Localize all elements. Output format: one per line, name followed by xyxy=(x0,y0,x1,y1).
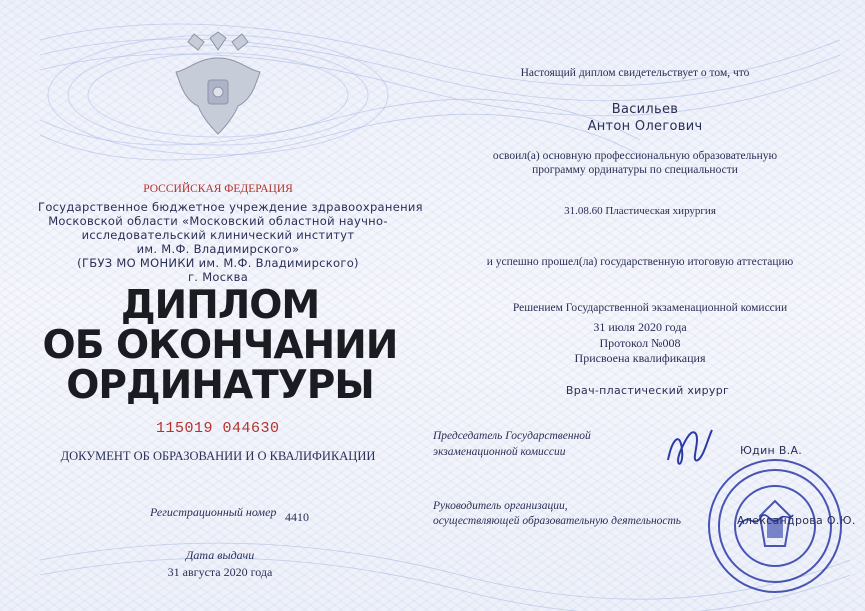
issue-date: 31 августа 2020 года xyxy=(167,565,273,579)
org-line-5: (ГБУЗ МО МОНИКИ им. М.Ф. Владимирского) xyxy=(77,256,359,270)
org-line-3: исследовательский клинический институт xyxy=(81,228,355,242)
country-name: РОССИЙСКАЯ ФЕДЕРАЦИЯ xyxy=(143,183,293,195)
qualification-label: Присвоена квалификация xyxy=(574,351,706,365)
program-line-1: освоил(а) основную профессиональную образовательную xyxy=(492,150,778,162)
qualification: Врач-пластический хирург xyxy=(565,384,730,397)
specialty: 31.08.60 Пластическая хирургия xyxy=(564,205,716,217)
chair-label-line-1: Председатель Государственной xyxy=(433,430,591,442)
registration-number: 4410 xyxy=(285,510,309,524)
org-line-4: им. М.Ф. Владимирского» xyxy=(136,242,300,256)
issue-date-label: Дата выдачи xyxy=(185,548,255,562)
title-line-1: ДИПЛОМ xyxy=(120,283,320,328)
decision-date: 31 июля 2020 года xyxy=(593,320,687,334)
chair-name: Юдин В.А. xyxy=(740,444,803,457)
program-line-2: программу ординатуры по специальности xyxy=(532,164,738,176)
title-line-3: ОРДИНАТУРЫ xyxy=(66,363,374,408)
title-line-2: ОБ ОКОНЧАНИИ xyxy=(42,323,398,368)
commission-decision: Решением Государственной экзаменационной комиссии xyxy=(512,302,788,314)
graduate-given-names: Антон Олегович xyxy=(587,119,703,134)
org-line-6: г. Москва xyxy=(187,270,249,284)
graduate-surname: Васильев xyxy=(611,102,679,117)
attestation-text: и успешно прошел(ла) государственную итоговую аттестацию xyxy=(486,256,794,268)
serial-number: 115019 044630 xyxy=(156,420,280,437)
intro-text: Настоящий диплом свидетельствует о том, что xyxy=(520,67,750,79)
chair-label-line-2: экзаменационной комиссии xyxy=(433,446,566,458)
head-label-line-1: Руководитель организации, xyxy=(433,500,568,512)
protocol-number: Протокол №008 xyxy=(599,336,681,350)
org-line-2: Московской области «Московский областной научно- xyxy=(48,214,388,228)
document-type: ДОКУМЕНТ ОБ ОБРАЗОВАНИИ И О КВАЛИФИКАЦИИ xyxy=(60,449,376,463)
head-label-line-2: осуществляющей образовательную деятельность xyxy=(433,515,682,527)
coat-of-arms-icon xyxy=(168,30,268,140)
registration-label: Регистрационный номер xyxy=(150,505,277,519)
head-name: Александрова О.Ю. xyxy=(737,514,856,527)
org-line-1: Государственное бюджетное учреждение здравоохранения xyxy=(38,200,423,214)
